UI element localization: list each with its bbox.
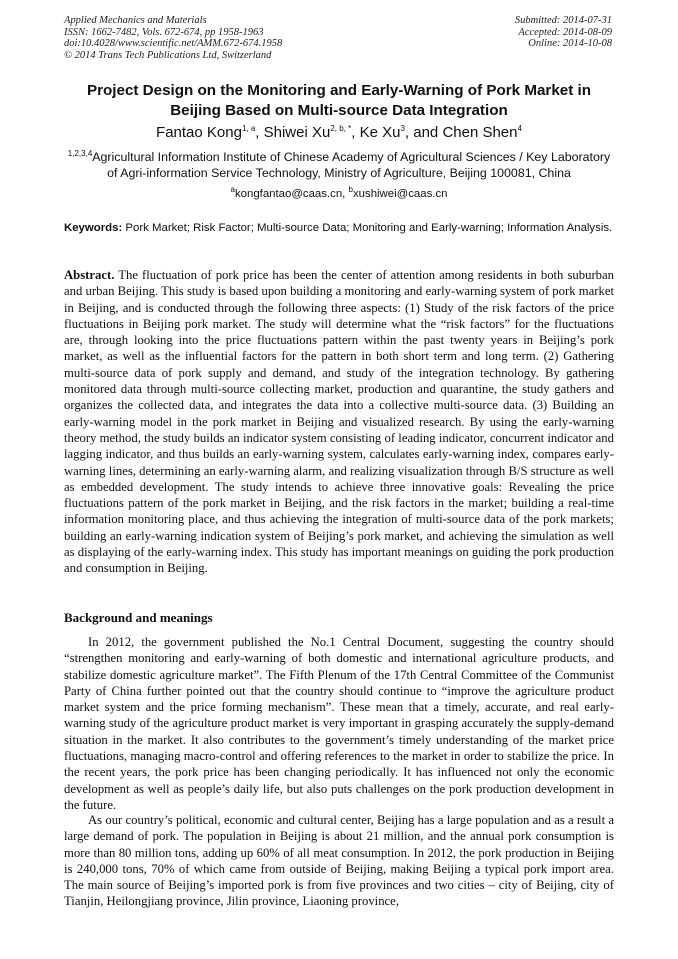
submitted-date: Submitted: 2014-07-31: [514, 15, 612, 26]
author-separator: , and: [404, 124, 443, 141]
author-separator: ,: [255, 124, 264, 141]
author-sup: 1, a: [241, 124, 256, 133]
author-name: Shiwei Xu: [263, 124, 331, 141]
email-separator: ,: [342, 188, 349, 200]
online-date: Online: 2014-10-08: [528, 38, 612, 49]
affiliation: [64, 149, 614, 181]
body-paragraph: As our country’s political, economic and cultural center, Beijing has a large population and as a result a large demand of pork. The population in Beijing is about 21 million, and the annual pork consumption is more than 80 million tons, adding up 60% of all meat consumption. In 2012, the pork production in Beijing is 240,000 tons, 70% of which came from outside of Beijing, making Beijing a typical pork import area. The main source of Beijing’s imported pork is from five provinces and two cities – city of Beijing, city of Tianjin, Heilongjiang province, Jilin province, Liaoning province,: [64, 813, 614, 909]
body-paragraph: In 2012, the government published the No.1 Central Document, suggesting the country should “strengthen monitoring and early-warning of both domestic and international agriculture products, and stabilize domestic agriculture market”. The Fifth Plenum of the 17th Central Committee of the Communist Party of China further pointed out that the country should continue to “improve the agriculture product market system and the price forming mechanism”. These mean that a timely, accurate, and real early-warning study of the agriculture product market is very important in grasping accurately the supply-demand situation in the market. It also contributes to the government’s timely understanding of the market price fluctuations, managing macro-control and offering references to the market in order to stabilize the price. In the recent years, the pork price has been changing periodically. It has influenced not only the economic development as well as people’s daily life, but also puts challenges on the pork production development in the future.: [64, 635, 614, 812]
doi-line[interactable]: doi:10.4028/www.scientific.net/AMM.672-674.1958: [64, 38, 283, 49]
journal-header: [64, 15, 282, 61]
abstract-text: The fluctuation of pork price has been the center of attention among residents in both suburban and urban Beijing. This study is based upon building a monitoring and early-warning system of pork market in Beijing, and is conducted through the following three aspects: (1) Study of the risk factors of the price fluctuations in Beijing pork market. The study will determine what the “risk factors” for the fluctuations are, through looking into the price fluctuations pattern within the past twenty years in Beijing’s pork market, as well as the influential factors for the pattern in both short term and long term. (2) Gathering multi-source data of pork supply and demand, and study of the integration technology. By gathering monitored data through multi-source collecting market, production and quarantine, the study gathers and organizes the collected data, and integrates the data into a collective multi-source data. (3) Building an early-warning model in the pork market in Beijing and visualized research. By using the early-warning theory method, the study builds an indicator system consisting of leading indicator, concurrent indicator and lagging indicator, and thus builds an early-warning system, calculates early-warning index, compares early-warning lines, determining an early-warning alarm, and realizing visualization through B/S structure as well as embedded development. The study intends to achieve three innovative goals: Revealing the price fluctuations pattern of the pork market in Beijing, and the risk factors in the market; building a real-time information monitoring place, and thus achieving the integration of multi-source data of the pork markets; building an early-warning indication system of Beijing’s pork market, and achieving the simulation as well as displaying of the early-warning index. This study has important meanings on guiding the pork production and consumption in Beijing.: [64, 268, 614, 576]
author-name: Fantao Kong: [156, 124, 242, 141]
abstract-label: Abstract.: [64, 268, 115, 282]
email-sup: b: [348, 185, 353, 195]
author-name: Ke Xu: [359, 124, 401, 141]
abstract: [64, 267, 614, 577]
affiliation-text: Agricultural Information Institute of Chinese Academy of Agricultural Sciences / Key Laboratory of Agri-information Service Technology, Ministry of Agriculture, Beijing 100081, China: [92, 150, 611, 180]
email-link[interactable]: xushiwei@caas.cn: [352, 188, 448, 200]
affiliation-sup: 1,2,3,4: [67, 148, 93, 158]
author-name: Chen Shen: [442, 124, 518, 141]
email-sup: a: [230, 185, 235, 195]
issn-line: ISSN: 1662-7482, Vols. 672-674, pp 1958-1963: [64, 26, 264, 38]
author-emails: [64, 187, 614, 201]
section-heading: Background and meanings: [64, 610, 213, 625]
copyright-line: © 2014 Trans Tech Publications Ltd, Switzerland: [64, 49, 272, 61]
dates-header: [515, 15, 612, 50]
author-separator: ,: [351, 124, 360, 141]
keywords: [64, 221, 614, 236]
author-list: [64, 123, 614, 143]
keywords-label: Keywords:: [64, 222, 123, 234]
author-sup: 4: [517, 124, 522, 133]
journal-name: Applied Mechanics and Materials: [64, 15, 207, 26]
paper-title: Project Design on the Monitoring and Early-Warning of Pork Market in Beijing Based on Multi-source Data Integration: [86, 82, 592, 119]
author-sup: 3: [400, 124, 405, 133]
author-sup: 2, b, *: [330, 124, 352, 133]
keywords-text: Pork Market; Risk Factor; Multi-source Data; Monitoring and Early-warning; Information Analysis.: [125, 222, 613, 234]
accepted-date: Accepted: 2014-08-09: [518, 26, 612, 38]
email-link[interactable]: kongfantao@caas.cn: [234, 188, 343, 200]
